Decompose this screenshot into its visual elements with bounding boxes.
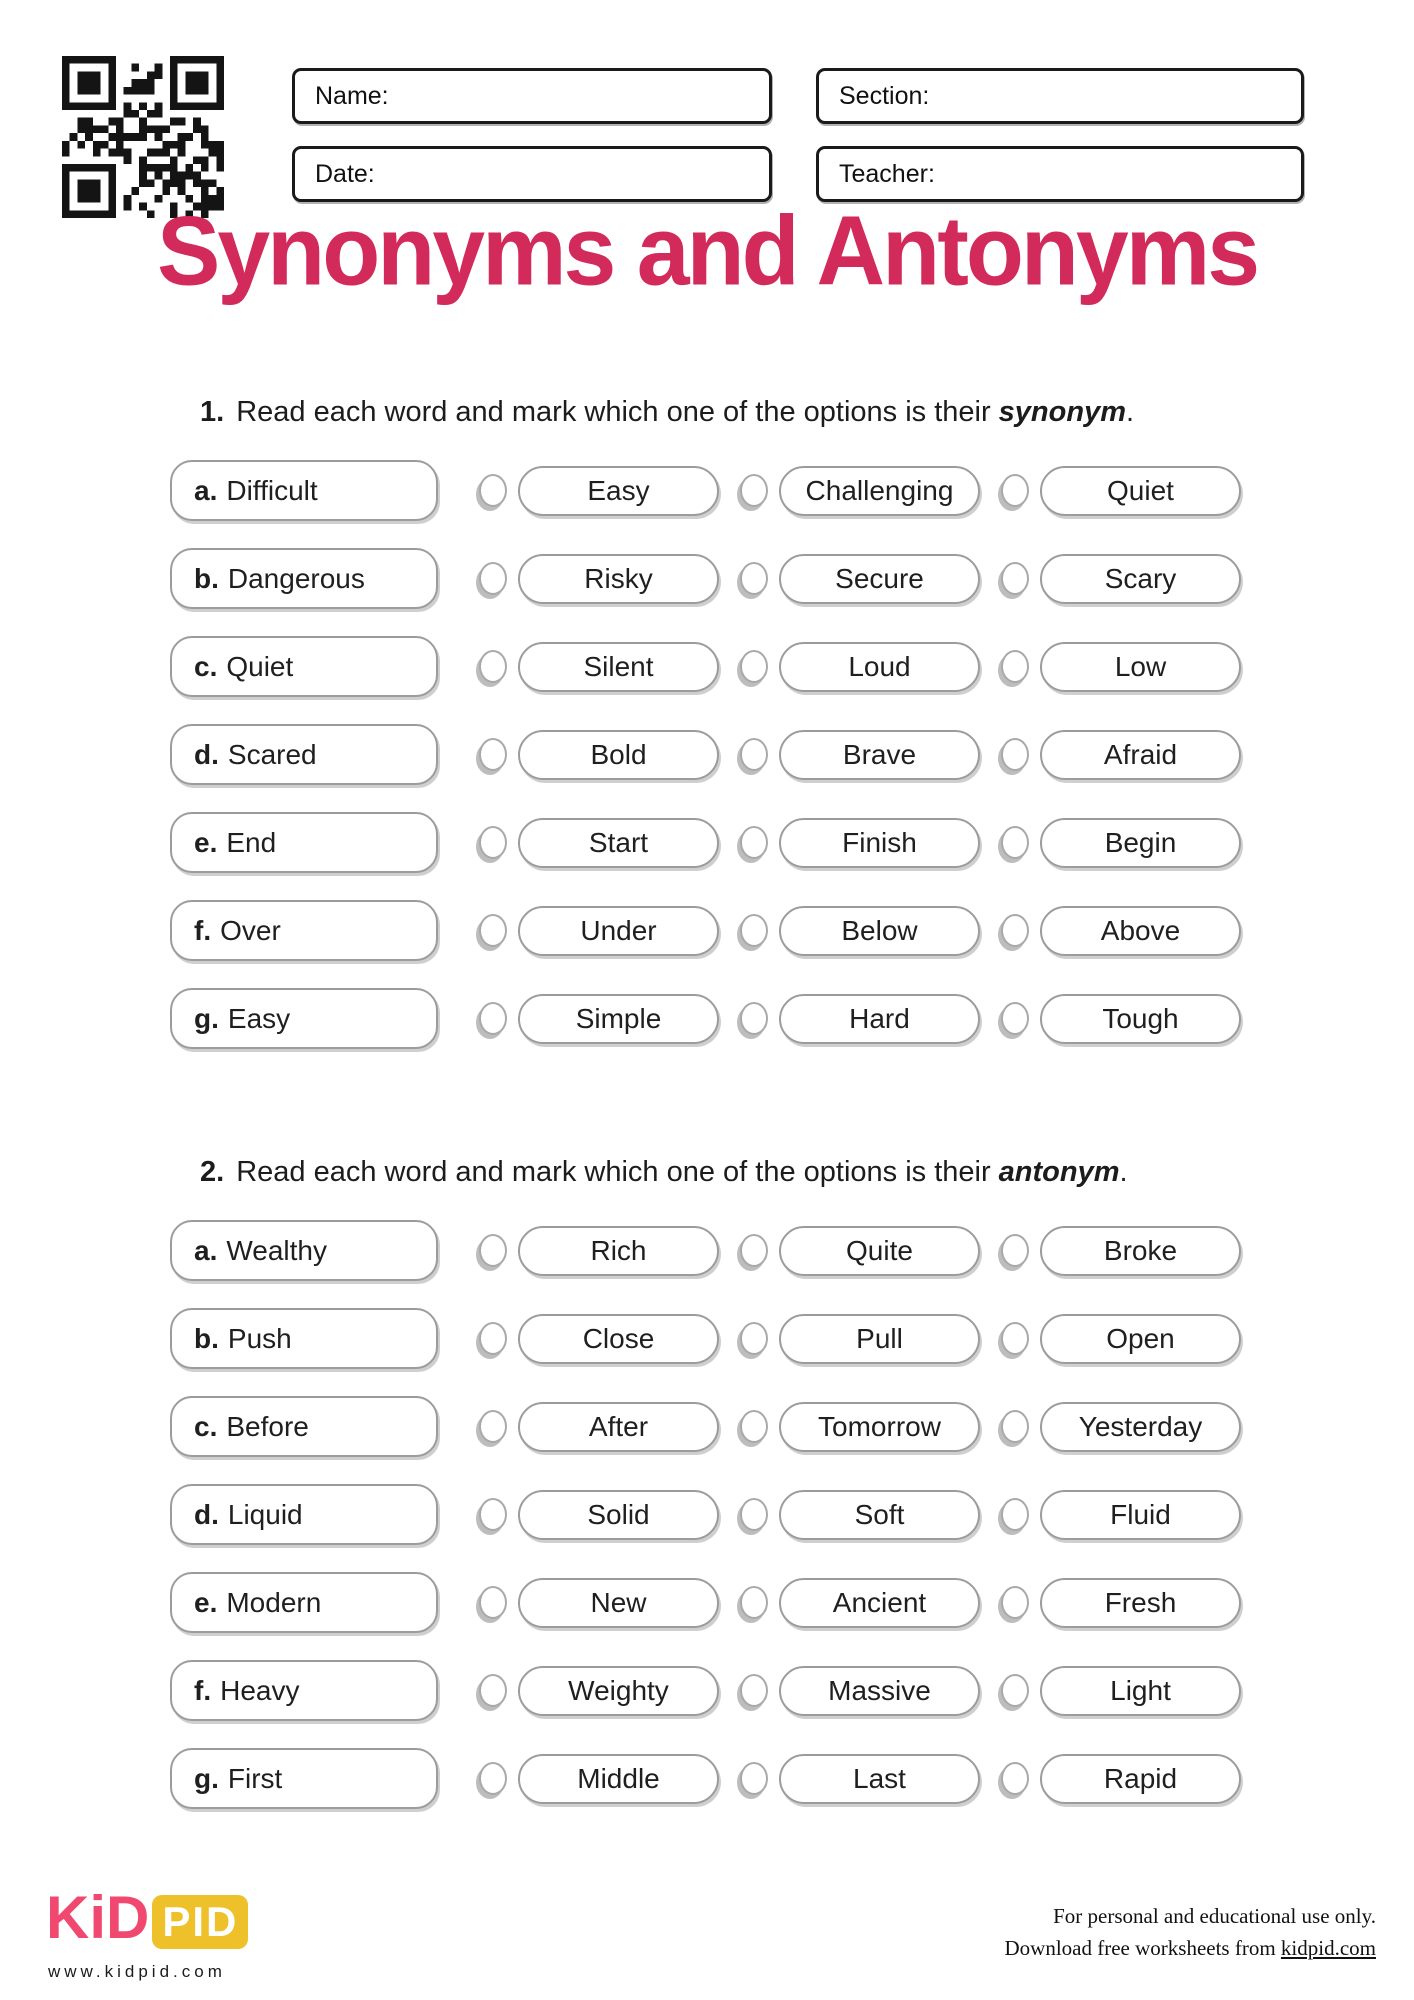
word-letter: d. (194, 1498, 219, 1530)
option-1-label: Solid (587, 1498, 650, 1530)
logo-kid-text: KiD (46, 1884, 150, 1951)
option-3-radio[interactable] (1001, 914, 1029, 947)
option-1-label: Weighty (568, 1674, 669, 1706)
option-1 (479, 466, 719, 516)
logo-pid-badge: PID (152, 1895, 248, 1949)
word-letter: a. (194, 1234, 218, 1266)
option-2 (740, 1754, 980, 1804)
option-1 (479, 1754, 719, 1804)
option-1 (479, 1314, 719, 1364)
option-3 (1001, 818, 1241, 868)
option-2 (740, 466, 980, 516)
option-2 (740, 642, 980, 692)
option-3-pill[interactable] (1040, 1754, 1241, 1804)
option-1-label: Risky (584, 562, 653, 594)
option-2 (740, 1666, 980, 1716)
option-3 (1001, 1314, 1241, 1364)
option-2-pill[interactable] (779, 466, 980, 516)
option-1 (479, 1402, 719, 1452)
word-letter: f. (194, 914, 212, 946)
option-1 (479, 1578, 719, 1628)
option-3-pill[interactable] (1040, 1490, 1241, 1540)
option-1-label: Easy (587, 474, 650, 506)
option-1-label: Silent (583, 650, 654, 682)
option-1-pill[interactable] (518, 1754, 719, 1804)
option-2-radio[interactable] (740, 914, 768, 947)
option-3 (1001, 1754, 1241, 1804)
option-2-label: Ancient (832, 1586, 927, 1618)
option-3-label: Fresh (1104, 1586, 1177, 1618)
option-3-label: Broke (1103, 1234, 1178, 1266)
option-3-label: Scary (1104, 562, 1177, 594)
word-letter: e. (194, 1586, 218, 1618)
option-2-pill[interactable] (779, 1226, 980, 1276)
option-1-radio[interactable] (479, 1234, 507, 1267)
word-letter: c. (194, 1410, 218, 1442)
option-3 (1001, 994, 1241, 1044)
word-box (170, 1308, 438, 1369)
word-letter: d. (194, 738, 219, 770)
option-1-pill[interactable] (518, 466, 719, 516)
option-3-radio[interactable] (1001, 1234, 1029, 1267)
worksheet-row (170, 988, 1250, 1049)
option-2 (740, 554, 980, 604)
option-2-pill[interactable] (779, 642, 980, 692)
option-3-label: Light (1110, 1674, 1171, 1706)
option-1-pill[interactable] (518, 906, 719, 956)
option-3-pill[interactable] (1040, 642, 1241, 692)
option-3-label: Fluid (1110, 1498, 1171, 1530)
word-letter: b. (194, 1322, 219, 1354)
worksheet-row (170, 460, 1250, 521)
section-1-keyword: synonym (998, 396, 1126, 428)
teacher-field-label: Teacher: (839, 159, 935, 188)
word-letter: g. (194, 1002, 219, 1034)
option-1-pill[interactable] (518, 1226, 719, 1276)
option-3-label: Open (1106, 1322, 1175, 1354)
name-field-label: Name: (315, 81, 389, 110)
option-2-label: Last (853, 1762, 906, 1794)
option-3-label: Yesterday (1078, 1410, 1203, 1442)
option-1-radio[interactable] (479, 826, 507, 859)
option-3 (1001, 554, 1241, 604)
option-3-label: Begin (1104, 826, 1177, 858)
option-1-radio[interactable] (479, 1762, 507, 1795)
name-field-box (292, 68, 772, 124)
option-1 (479, 818, 719, 868)
word-text: Wealthy (226, 1234, 327, 1266)
worksheet-row (170, 812, 1250, 873)
word-letter: e. (194, 826, 218, 858)
option-2 (740, 906, 980, 956)
word-text: Easy (227, 1002, 291, 1034)
option-1 (479, 642, 719, 692)
option-2-radio[interactable] (740, 1002, 768, 1035)
option-3-pill[interactable] (1040, 994, 1241, 1044)
word-box (170, 988, 438, 1049)
option-2-label: Hard (849, 1002, 910, 1034)
option-1-radio[interactable] (479, 1002, 507, 1035)
option-3-radio[interactable] (1001, 562, 1029, 595)
worksheet-row (170, 1660, 1250, 1721)
option-2-label: Brave (842, 738, 917, 770)
section-1-period: . (1126, 396, 1135, 428)
option-1-radio[interactable] (479, 650, 507, 683)
option-1-radio[interactable] (479, 474, 507, 507)
word-box (170, 1748, 438, 1809)
option-2-pill[interactable] (779, 554, 980, 604)
word-box (170, 1660, 438, 1721)
option-1-radio[interactable] (479, 1586, 507, 1619)
option-2 (740, 1402, 980, 1452)
option-3-radio[interactable] (1001, 1322, 1029, 1355)
section-1-instruction-text: Read each word and mark which one of the options is their (236, 396, 999, 428)
option-2-label: Quite (846, 1234, 913, 1266)
option-2-radio[interactable] (740, 650, 768, 683)
word-text: Over (220, 914, 281, 946)
option-3 (1001, 642, 1241, 692)
option-1 (479, 994, 719, 1044)
section-2-keyword: antonym (998, 1156, 1120, 1188)
option-2-radio[interactable] (740, 562, 768, 595)
word-text: Difficult (226, 474, 318, 506)
option-3-label: Rapid (1103, 1762, 1178, 1794)
option-1-label: After (588, 1410, 649, 1442)
option-2-pill[interactable] (779, 1490, 980, 1540)
option-1-pill[interactable] (518, 818, 719, 868)
option-2-pill[interactable] (779, 1666, 980, 1716)
word-text: Modern (226, 1586, 322, 1618)
section-2-instruction (200, 1156, 1128, 1189)
worksheet-row (170, 1220, 1250, 1281)
option-2-label: Finish (842, 826, 917, 858)
option-2-label: Tomorrow (818, 1410, 941, 1442)
option-2-label: Soft (854, 1498, 905, 1530)
option-1-label: Start (588, 826, 649, 858)
word-text: Push (227, 1322, 292, 1354)
word-box (170, 1220, 438, 1281)
option-2-radio[interactable] (740, 1586, 768, 1619)
section-1-number: 1. (200, 396, 225, 428)
option-1-pill[interactable] (518, 1402, 719, 1452)
option-3-pill[interactable] (1040, 906, 1241, 956)
usage-note-line2: Download free worksheets from (1004, 1936, 1281, 1960)
website-url: www.kidpid.com (48, 1962, 226, 1981)
section-2-rows (170, 1220, 1250, 1809)
option-3-label: Quiet (1107, 474, 1174, 506)
word-box (170, 636, 438, 697)
option-1-radio[interactable] (479, 1410, 507, 1443)
option-2 (740, 1226, 980, 1276)
option-1-pill[interactable] (518, 1490, 719, 1540)
option-3-pill[interactable] (1040, 1314, 1241, 1364)
option-3-radio[interactable] (1001, 826, 1029, 859)
option-1-pill[interactable] (518, 730, 719, 780)
word-letter: f. (194, 1674, 212, 1706)
word-letter: g. (194, 1762, 219, 1794)
word-text: Heavy (220, 1674, 300, 1706)
option-3-pill[interactable] (1040, 466, 1241, 516)
worksheet-row (170, 1308, 1250, 1369)
option-2 (740, 1578, 980, 1628)
option-1-pill[interactable] (518, 1578, 719, 1628)
option-1-pill[interactable] (518, 554, 719, 604)
word-box (170, 1396, 438, 1457)
option-1-pill[interactable] (518, 994, 719, 1044)
option-2-radio[interactable] (740, 1322, 768, 1355)
option-2 (740, 994, 980, 1044)
word-text: Dangerous (227, 562, 365, 594)
usage-note-line1: For personal and educational use only. (1053, 1904, 1376, 1928)
option-1-pill[interactable] (518, 1314, 719, 1364)
word-box (170, 548, 438, 609)
word-box (170, 1484, 438, 1545)
option-2-radio[interactable] (740, 826, 768, 859)
option-3 (1001, 906, 1241, 956)
worksheet-row (170, 1484, 1250, 1545)
option-2-label: Massive (828, 1674, 931, 1706)
option-2-label: Below (841, 914, 918, 946)
word-box (170, 812, 438, 873)
option-3-pill[interactable] (1040, 730, 1241, 780)
worksheet-row (170, 636, 1250, 697)
word-box (170, 724, 438, 785)
option-1 (479, 554, 719, 604)
worksheet-row (170, 1748, 1250, 1809)
option-3-pill[interactable] (1040, 818, 1241, 868)
option-3-radio[interactable] (1001, 1586, 1029, 1619)
option-2-pill[interactable] (779, 730, 980, 780)
option-3-radio[interactable] (1001, 1002, 1029, 1035)
option-2-label: Challenging (805, 474, 954, 506)
option-2-pill[interactable] (779, 1754, 980, 1804)
worksheet-row (170, 1572, 1250, 1633)
option-1-radio[interactable] (479, 562, 507, 595)
option-2-radio[interactable] (740, 1410, 768, 1443)
option-1-radio[interactable] (479, 914, 507, 947)
option-3 (1001, 1578, 1241, 1628)
word-text: Quiet (226, 650, 294, 682)
option-2-radio[interactable] (740, 738, 768, 771)
option-1 (479, 730, 719, 780)
option-3 (1001, 1490, 1241, 1540)
option-3-label: Afraid (1103, 738, 1178, 770)
section-1-instruction (200, 396, 1134, 429)
worksheet-row (170, 900, 1250, 961)
option-3 (1001, 466, 1241, 516)
option-2-label: Loud (848, 650, 911, 682)
option-3-radio[interactable] (1001, 474, 1029, 507)
usage-note (1005, 1900, 1377, 1964)
word-text: Before (226, 1410, 309, 1442)
section-field-label: Section: (839, 81, 930, 110)
option-2-pill[interactable] (779, 818, 980, 868)
option-2 (740, 1314, 980, 1364)
option-1-label: New (590, 1586, 647, 1618)
option-2-radio[interactable] (740, 1498, 768, 1531)
word-box (170, 460, 438, 521)
option-1 (479, 1226, 719, 1276)
option-2-pill[interactable] (779, 906, 980, 956)
option-2 (740, 1490, 980, 1540)
option-2-radio[interactable] (740, 1674, 768, 1707)
option-1-radio[interactable] (479, 1674, 507, 1707)
word-box (170, 900, 438, 961)
option-3-pill[interactable] (1040, 1578, 1241, 1628)
section-field-box (816, 68, 1304, 124)
option-2-label: Pull (856, 1322, 903, 1354)
option-1-label: Rich (590, 1234, 647, 1266)
option-2-pill[interactable] (779, 1578, 980, 1628)
section-2-period: . (1119, 1156, 1128, 1188)
word-letter: b. (194, 562, 219, 594)
kidpid-logo (46, 1884, 248, 1951)
option-3-radio[interactable] (1001, 1674, 1029, 1707)
option-1-pill[interactable] (518, 1666, 719, 1716)
worksheet-row (170, 724, 1250, 785)
option-2-pill[interactable] (779, 994, 980, 1044)
option-2-radio[interactable] (740, 474, 768, 507)
option-1-label: Middle (577, 1762, 660, 1794)
option-1 (479, 1490, 719, 1540)
option-3 (1001, 1666, 1241, 1716)
option-2-label: Secure (835, 562, 924, 594)
option-2-radio[interactable] (740, 1234, 768, 1267)
option-2 (740, 730, 980, 780)
word-box (170, 1572, 438, 1633)
option-3-pill[interactable] (1040, 1666, 1241, 1716)
page-title: Synonyms and Antonyms (156, 196, 1258, 307)
option-1 (479, 1666, 719, 1716)
section-1-rows (170, 460, 1250, 1049)
option-2-pill[interactable] (779, 1402, 980, 1452)
option-1-label: Under (580, 914, 657, 946)
option-3 (1001, 1226, 1241, 1276)
option-2 (740, 818, 980, 868)
option-1-radio[interactable] (479, 1322, 507, 1355)
option-3-pill[interactable] (1040, 554, 1241, 604)
option-3-pill[interactable] (1040, 1226, 1241, 1276)
option-1-label: Bold (590, 738, 647, 770)
section-2-number: 2. (200, 1156, 225, 1188)
word-letter: c. (194, 650, 218, 682)
word-text: First (227, 1762, 283, 1794)
option-1-pill[interactable] (518, 642, 719, 692)
word-text: End (226, 826, 277, 858)
word-letter: a. (194, 474, 218, 506)
option-3-radio[interactable] (1001, 1498, 1029, 1531)
word-text: Liquid (227, 1498, 303, 1530)
option-3 (1001, 1402, 1241, 1452)
word-text: Scared (227, 738, 317, 770)
option-1-radio[interactable] (479, 738, 507, 771)
option-1-label: Close (582, 1322, 655, 1354)
worksheet-row (170, 1396, 1250, 1457)
option-2-radio[interactable] (740, 1762, 768, 1795)
option-3-label: Low (1114, 650, 1167, 682)
option-3-radio[interactable] (1001, 1762, 1029, 1795)
section-2-instruction-text: Read each word and mark which one of the options is their (236, 1156, 999, 1188)
option-1 (479, 906, 719, 956)
option-1-label: Simple (575, 1002, 662, 1034)
kidpid-link[interactable]: kidpid.com (1280, 1936, 1376, 1960)
option-1-radio[interactable] (479, 1498, 507, 1531)
option-3-label: Above (1100, 914, 1181, 946)
option-3-radio[interactable] (1001, 1410, 1029, 1443)
option-3-radio[interactable] (1001, 650, 1029, 683)
option-3-label: Tough (1102, 1002, 1179, 1034)
option-3 (1001, 730, 1241, 780)
option-3-radio[interactable] (1001, 738, 1029, 771)
worksheet-row (170, 548, 1250, 609)
option-2-pill[interactable] (779, 1314, 980, 1364)
date-field-label: Date: (315, 159, 375, 188)
option-3-pill[interactable] (1040, 1402, 1241, 1452)
